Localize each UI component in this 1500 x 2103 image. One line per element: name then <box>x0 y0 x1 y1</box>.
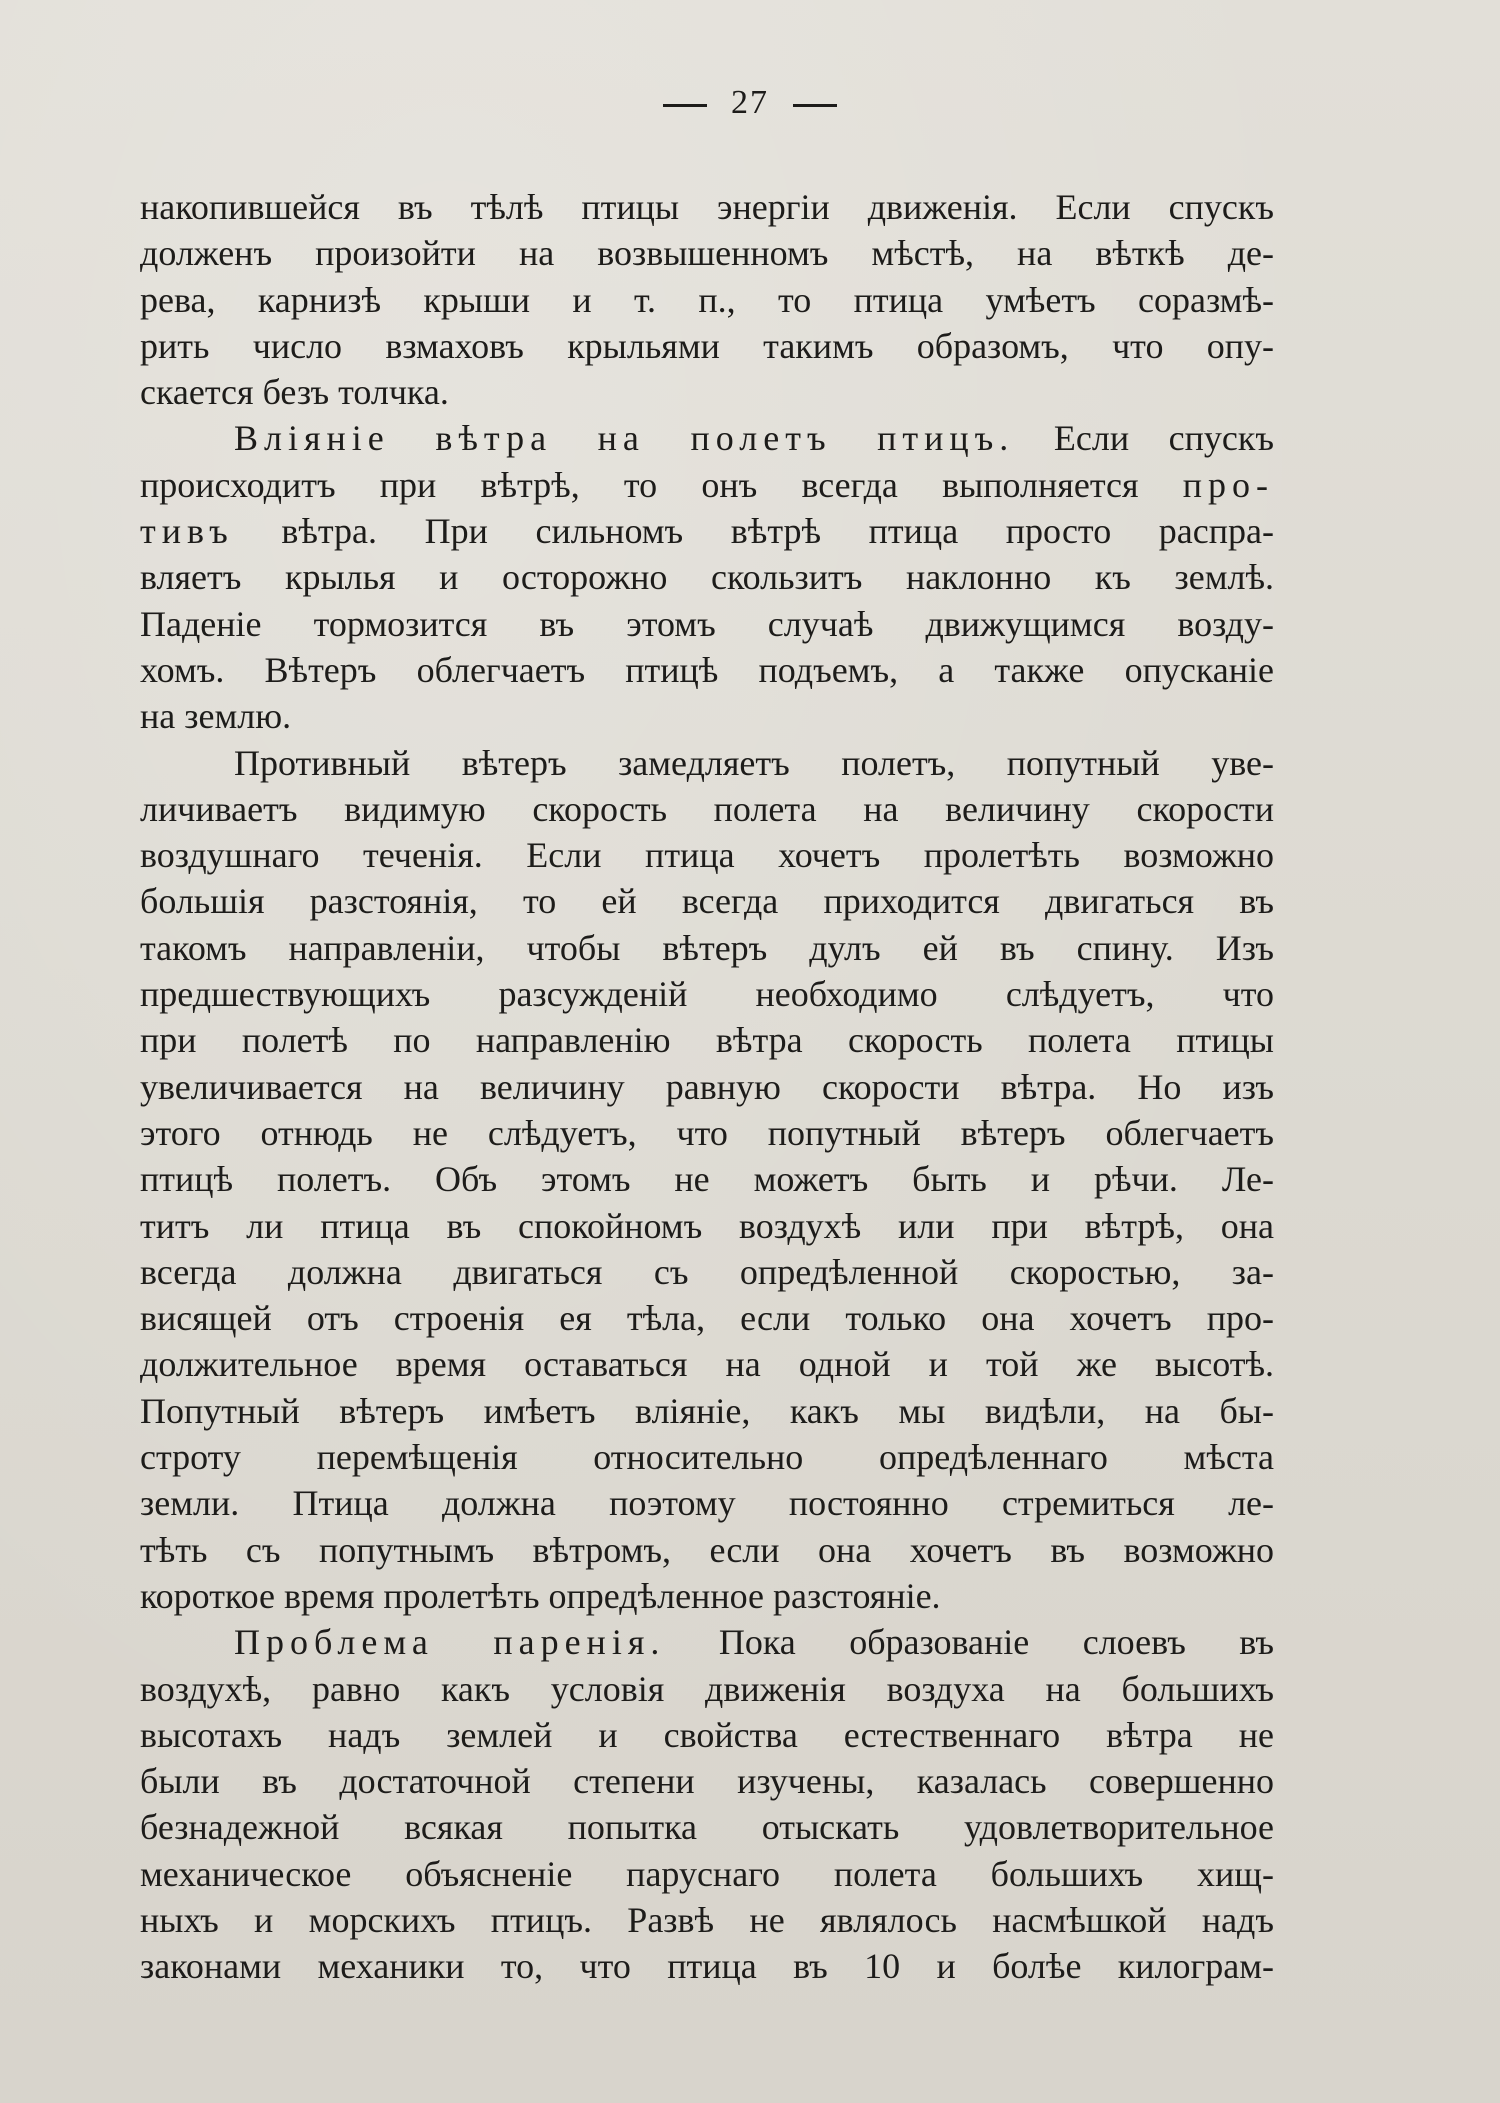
line-text: воздушнаго теченія. Если птица хочетъ пролетѣть возможно <box>140 835 1274 876</box>
text-line <box>140 1434 1274 1480</box>
text-line <box>140 1388 1274 1434</box>
line-text: короткое время пролетѣть опредѣленное разстояніе. <box>140 1575 941 1616</box>
line-text: рить число взмаховъ крыльями такимъ образомъ, что опу- <box>140 325 1274 366</box>
page-header <box>0 84 1500 122</box>
text-line <box>140 554 1274 600</box>
text-line <box>140 508 1274 554</box>
line-text: земли. Птица должна поэтому постоянно стремиться ле- <box>140 1483 1274 1524</box>
text-line <box>140 277 1274 323</box>
line-text: Пока образованіе слоевъ въ <box>665 1622 1274 1663</box>
line-text: вляетъ крылья и осторожно скользитъ наклонно къ землѣ. <box>140 557 1274 598</box>
text-line <box>140 786 1274 832</box>
line-text: накопившейся въ тѣлѣ птицы энергіи движенія. Если спускъ <box>140 187 1274 227</box>
spaced-word: про- <box>1182 464 1274 505</box>
text-line <box>140 925 1274 971</box>
line-text: должительное время оставаться на одной и той же высотѣ. <box>140 1344 1274 1385</box>
text-line <box>140 1527 1274 1573</box>
text-line <box>140 1249 1274 1295</box>
line-text: вѣтра. При сильномъ вѣтрѣ птица просто распра- <box>233 511 1274 552</box>
paragraph <box>140 415 1274 739</box>
line-text: были въ достаточной степени изучены, казалась совершенно <box>140 1761 1274 1802</box>
text-line <box>140 323 1274 369</box>
text-line <box>140 1064 1274 1110</box>
text-line <box>140 1943 1274 1989</box>
text-line <box>140 1804 1274 1850</box>
line-text: Паденіе тормозится въ этомъ случаѣ движущимся возду- <box>140 603 1274 644</box>
text-line <box>140 1897 1274 1943</box>
line-text: строту перемѣщенія относительно опредѣленнаго мѣста <box>140 1437 1274 1478</box>
line-text: ныхъ и морскихъ птицъ. Развѣ не являлось насмѣшкой надъ <box>140 1899 1274 1940</box>
text-line <box>140 1619 1274 1665</box>
text-line <box>140 184 1274 230</box>
line-text: увеличивается на величину равную скорости вѣтра. Но изъ <box>140 1066 1274 1107</box>
text-line <box>140 1851 1274 1897</box>
text-line <box>140 971 1274 1017</box>
line-text: рева, карнизѣ крыши и т. п., то птица умѣетъ соразмѣ- <box>140 279 1274 320</box>
line-text: законами механики то, что птица въ 10 и болѣе килограм- <box>140 1946 1274 1987</box>
left-dash <box>663 104 707 107</box>
text-line <box>140 1295 1274 1341</box>
line-text: на землю. <box>140 696 292 737</box>
paragraph <box>140 740 1274 1620</box>
body-text <box>140 184 1274 1990</box>
text-line <box>140 601 1274 647</box>
spaced-heading: тивъ <box>140 511 234 552</box>
text-line <box>140 1341 1274 1387</box>
spaced-heading: Проблема паренія. <box>234 1622 666 1663</box>
text-line <box>140 1017 1274 1063</box>
text-line <box>140 740 1274 786</box>
line-text: личиваетъ видимую скорость полета на величину скорости <box>140 788 1274 829</box>
text-line <box>140 647 1274 693</box>
right-dash <box>793 104 837 107</box>
text-line <box>140 1156 1274 1202</box>
text-line <box>140 230 1274 276</box>
line-text: скается безъ толчка. <box>140 372 449 413</box>
line-text: всегда должна двигаться съ опредѣленной скоростью, за- <box>140 1251 1274 1292</box>
line-text: Попутный вѣтеръ имѣетъ вліяніе, какъ мы видѣли, на бы- <box>140 1390 1274 1431</box>
page-number: 27 <box>731 84 769 121</box>
text-line <box>140 1480 1274 1526</box>
line-text: Противный вѣтеръ замедляетъ полетъ, попутный уве- <box>234 742 1274 783</box>
line-text: безнадежной всякая попытка отыскать удовлетворительное <box>140 1807 1274 1848</box>
paragraph <box>140 1619 1274 1989</box>
line-text: механическое объясненіе паруснаго полета большихъ хищ- <box>140 1853 1274 1894</box>
text-line <box>140 1712 1274 1758</box>
line-text: долженъ произойти на возвышенномъ мѣстѣ, на вѣткѣ де- <box>140 233 1274 274</box>
text-line <box>140 1203 1274 1249</box>
text-line <box>140 1110 1274 1156</box>
text-line <box>140 693 1274 739</box>
spaced-heading: Вліяніе вѣтра на полетъ птицъ. <box>234 418 1015 459</box>
line-text: хомъ. Вѣтеръ облегчаетъ птицѣ подъемъ, а также опусканіе <box>140 649 1274 690</box>
text-line <box>140 1666 1274 1712</box>
line-text: воздухѣ, равно какъ условія движенія воздуха на большихъ <box>140 1668 1274 1709</box>
line-text: высотахъ надъ землей и свойства естественнаго вѣтра не <box>140 1714 1274 1755</box>
line-text: висящей отъ строенія ея тѣла, если только она хочетъ про- <box>140 1298 1274 1339</box>
text-line <box>140 369 1274 415</box>
paragraph <box>140 184 1274 415</box>
text-line <box>140 1758 1274 1804</box>
line-text: этого отнюдь не слѣдуетъ, что попутный вѣтеръ облегчаетъ <box>140 1112 1274 1153</box>
text-line <box>140 462 1274 508</box>
text-line <box>140 1573 1274 1619</box>
line-text: титъ ли птица въ спокойномъ воздухѣ или при вѣтрѣ, она <box>140 1205 1274 1246</box>
text-line <box>140 415 1274 461</box>
line-text: птицѣ полетъ. Объ этомъ не можетъ быть и рѣчи. Ле- <box>140 1159 1274 1200</box>
line-text: Если спускъ <box>1014 418 1274 459</box>
text-line <box>140 832 1274 878</box>
line-text: предшествующихъ разсужденій необходимо слѣдуетъ, что <box>140 974 1274 1015</box>
line-text: происходитъ при вѣтрѣ, то онъ всегда выполняется <box>140 464 1183 505</box>
line-text: при полетѣ по направленію вѣтра скорость полета птицы <box>140 1020 1274 1061</box>
line-text: такомъ направленіи, чтобы вѣтеръ дулъ ей въ спину. Изъ <box>140 927 1274 968</box>
line-text: тѣть съ попутнымъ вѣтромъ, если она хочетъ въ возможно <box>140 1529 1274 1570</box>
line-text: большія разстоянія, то ей всегда приходится двигаться въ <box>140 881 1274 922</box>
text-line <box>140 878 1274 924</box>
